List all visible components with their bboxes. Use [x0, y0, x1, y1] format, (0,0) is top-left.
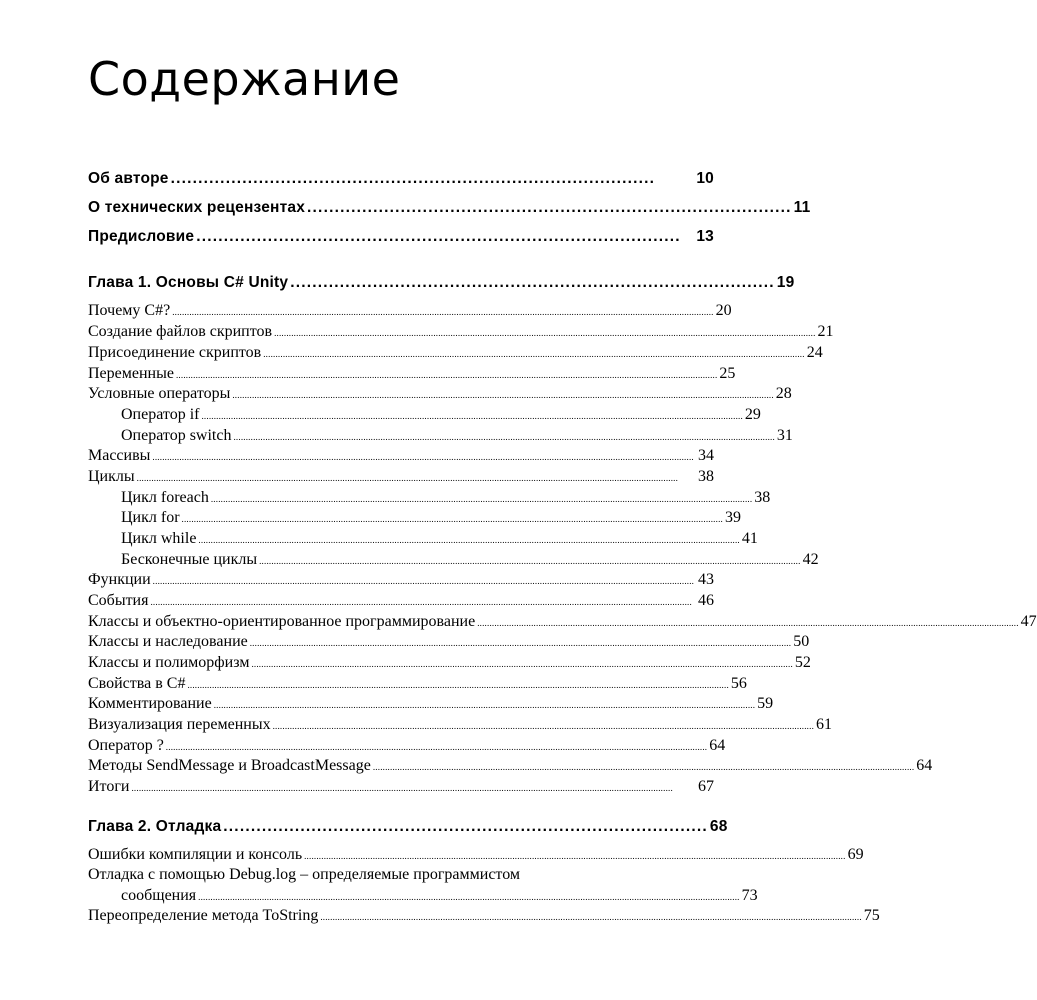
toc-leader-dots: ........................................................................................ — [170, 170, 656, 187]
toc-entry-title: Классы и полиморфизм — [88, 654, 250, 671]
toc-leader-dots: ............................................................................................................................................................................................................................. — [251, 659, 793, 669]
toc-leader-dots: ............................................................................................................................................................................................................................. — [213, 700, 756, 710]
toc-entry-page: 67 — [698, 778, 714, 795]
toc-entry-title: Переменные — [88, 365, 174, 382]
toc-entry-about-author[interactable] — [88, 170, 714, 188]
toc-leader-dots: ............................................................................................................................................................................................................................. — [152, 452, 694, 462]
toc-leader-dots: ............................................................................................................................................................................................................................. — [152, 576, 695, 586]
toc-entry-title: Классы и наследование — [88, 633, 248, 650]
toc-entry-page: 61 — [816, 716, 833, 733]
toc-leader-dots: ............................................................................................................................................................................................................................. — [249, 638, 792, 648]
toc-entry[interactable] — [88, 778, 714, 796]
toc-leader-dots: ............................................................................................................................................................................................................................. — [175, 370, 718, 380]
toc-entry-title: Функции — [88, 571, 151, 588]
toc-leader-dots: ............................................................................................................................................................................................................................. — [198, 535, 740, 545]
toc-entry[interactable] — [88, 654, 811, 672]
toc-entry-page: 75 — [863, 907, 880, 924]
toc-entry-page: 24 — [806, 344, 823, 361]
toc-entry-title: Цикл while — [121, 530, 197, 547]
toc-leader-dots: ............................................................................................................................................................................................................................. — [233, 432, 775, 442]
toc-leader-dots: ............................................................................................................................................................................................................................. — [201, 411, 743, 421]
toc-leader-dots: ............................................................................................................................................................................................................................. — [372, 762, 915, 772]
toc-entry[interactable] — [88, 447, 714, 465]
toc-entry-title: Присоединение скриптов — [88, 344, 262, 361]
toc-leader-dots: ............................................................................................................................................................................................................................. — [210, 494, 753, 504]
toc-entry-title: Визуализация переменных — [88, 716, 271, 733]
toc-leader-dots: ............................................................................................................................................................................................................................. — [304, 851, 846, 861]
toc-entry-title: Итоги — [88, 778, 130, 795]
toc-entry-title: Цикл for — [121, 509, 180, 526]
toc-leader-dots: ............................................................................................................................................................................................................................. — [263, 349, 805, 359]
toc-entry-page: 64 — [709, 737, 726, 754]
toc-entry[interactable] — [88, 695, 774, 713]
toc-entry[interactable] — [88, 344, 823, 362]
toc-entry-page: 10 — [696, 170, 714, 187]
toc-entry-page: 64 — [916, 757, 933, 774]
toc-subentry[interactable] — [88, 489, 771, 507]
toc-entry-page: 31 — [776, 427, 793, 444]
toc-entry-title: О технических рецензентах — [88, 199, 306, 216]
toc-entry-page: 50 — [793, 633, 810, 650]
toc-entry-reviewers[interactable] — [88, 199, 811, 217]
toc-entry-page: 11 — [793, 199, 811, 216]
toc-leader-dots: ............................................................................................................................................................................................................................. — [172, 307, 714, 317]
toc-entry-page: 41 — [741, 530, 758, 547]
toc-entry-page: 56 — [730, 675, 747, 692]
toc-entry-title: Предисловие — [88, 228, 195, 245]
toc-entry-page: 38 — [698, 468, 714, 485]
toc-entry-title: Методы SendMessage и BroadcastMessage — [88, 757, 371, 774]
toc-entry-title: События — [88, 592, 149, 609]
toc-entry[interactable] — [88, 592, 714, 610]
toc-entry-page: 52 — [794, 654, 811, 671]
toc-entry-page: 25 — [719, 365, 736, 382]
toc-leader-dots: ........................................................................................ — [290, 274, 775, 291]
toc-leader-dots: ............................................................................................................................................................................................................................. — [181, 514, 723, 524]
toc-entry-page: 13 — [696, 228, 714, 245]
toc-leader-dots: ............................................................................................................................................................................................................................. — [320, 912, 862, 922]
toc-entry-title: Об авторе — [88, 170, 169, 187]
toc-entry-page: 43 — [698, 571, 714, 588]
toc-entry-page: 29 — [744, 406, 761, 423]
toc-subentry[interactable] — [88, 551, 819, 569]
toc-entry[interactable] — [88, 571, 714, 589]
toc-entry[interactable] — [88, 907, 880, 925]
toc-entry-page: 42 — [802, 551, 819, 568]
toc-entry-title: Создание файлов скриптов — [88, 323, 273, 340]
toc-leader-dots: ............................................................................................................................................................................................................................. — [477, 618, 1019, 628]
toc-entry[interactable] — [88, 365, 736, 383]
toc-entry-title-line1[interactable]: Отладка с помощью Debug.log – определяемые программистом — [88, 866, 521, 883]
toc-entry-title: Массивы — [88, 447, 151, 464]
toc-chapter-title: Глава 2. Отладка — [88, 818, 222, 835]
toc-entry[interactable] — [88, 675, 747, 693]
toc-entry-title: Условные операторы — [88, 385, 231, 402]
toc-entry[interactable] — [88, 323, 834, 341]
toc-entry-title: Оператор switch — [121, 427, 232, 444]
toc-subentry[interactable] — [88, 427, 793, 445]
toc-entry-title: Бесконечные циклы — [121, 551, 258, 568]
toc-entry-page: 28 — [775, 385, 792, 402]
toc-entry-title: Почему C#? — [88, 302, 171, 319]
toc-leader-dots: ........................................................................................ — [307, 199, 792, 216]
toc-leader-dots: ............................................................................................................................................................................................................................. — [274, 328, 816, 338]
toc-entry-page: 59 — [757, 695, 774, 712]
toc-entry[interactable] — [88, 613, 1037, 631]
toc-entry[interactable] — [88, 737, 726, 755]
toc-entry-page: 21 — [817, 323, 834, 340]
toc-entry[interactable] — [88, 846, 864, 864]
toc-entry-title: Ошибки компиляции и консоль — [88, 846, 303, 863]
toc-entry-continued[interactable] — [88, 887, 758, 905]
toc-entry-page: 38 — [754, 489, 771, 506]
toc-entry-title: Свойства в C# — [88, 675, 186, 692]
toc-chapter-page: 19 — [776, 274, 795, 291]
toc-entry[interactable] — [88, 716, 833, 734]
toc-entry-title-line2: сообщения — [121, 887, 197, 904]
toc-entry-title: Классы и объектно-ориентированное программирование — [88, 613, 476, 630]
toc-entry-page: 20 — [715, 302, 732, 319]
toc-leader-dots: ........................................................................................ — [196, 228, 681, 245]
toc-chapter-page: 68 — [709, 818, 728, 835]
toc-entry-title: Оператор ? — [88, 737, 164, 754]
toc-leader-dots: ............................................................................................................................................................................................................................. — [259, 556, 801, 566]
toc-entry[interactable] — [88, 385, 792, 403]
toc-entry[interactable] — [88, 468, 714, 486]
page-title: Содержание — [88, 52, 401, 106]
toc-entry-title: Переопределение метода ToString — [88, 907, 319, 924]
toc-entry-title: Циклы — [88, 468, 135, 485]
toc-entry-page: 47 — [1020, 613, 1037, 630]
toc-entry-page: 39 — [724, 509, 741, 526]
toc-entry-title: Оператор if — [121, 406, 200, 423]
toc-subentry[interactable] — [88, 509, 741, 527]
toc-entry-page: 34 — [698, 447, 714, 464]
toc-subentry[interactable] — [88, 406, 761, 424]
toc-leader-dots: ............................................................................................................................................................................................................................. — [272, 721, 815, 731]
toc-entry[interactable] — [88, 302, 732, 320]
toc-leader-dots: ............................................................................................................................................................................................................................. — [165, 742, 708, 752]
toc-entry-preface[interactable] — [88, 228, 714, 246]
toc-entry-page: 46 — [698, 592, 714, 609]
toc-leader-dots: ............................................................................................................................................................................................................................. — [187, 680, 729, 690]
toc-entry-page: 69 — [847, 846, 864, 863]
toc-entry[interactable] — [88, 757, 933, 775]
toc-subentry[interactable] — [88, 530, 758, 548]
toc-chapter-1[interactable] — [88, 274, 795, 292]
toc-entry-title: Цикл foreach — [121, 489, 209, 506]
toc-entry[interactable] — [88, 633, 810, 651]
toc-chapter-title: Глава 1. Основы C# Unity — [88, 274, 289, 291]
toc-entry-page: 73 — [741, 887, 758, 904]
toc-leader-dots: ............................................................................................................................................................................................................................. — [131, 783, 673, 793]
toc-leader-dots: ............................................................................................................................................................................................................................. — [198, 892, 740, 902]
toc-leader-dots: ............................................................................................................................................................................................................................. — [232, 390, 774, 400]
toc-leader-dots: ............................................................................................................................................................................................................................. — [150, 597, 692, 607]
toc-chapter-2[interactable] — [88, 818, 728, 836]
toc-entry-title: Комментирование — [88, 695, 212, 712]
toc-leader-dots: ............................................................................................................................................................................................................................. — [136, 473, 679, 483]
toc-leader-dots: ........................................................................................ — [223, 818, 708, 835]
